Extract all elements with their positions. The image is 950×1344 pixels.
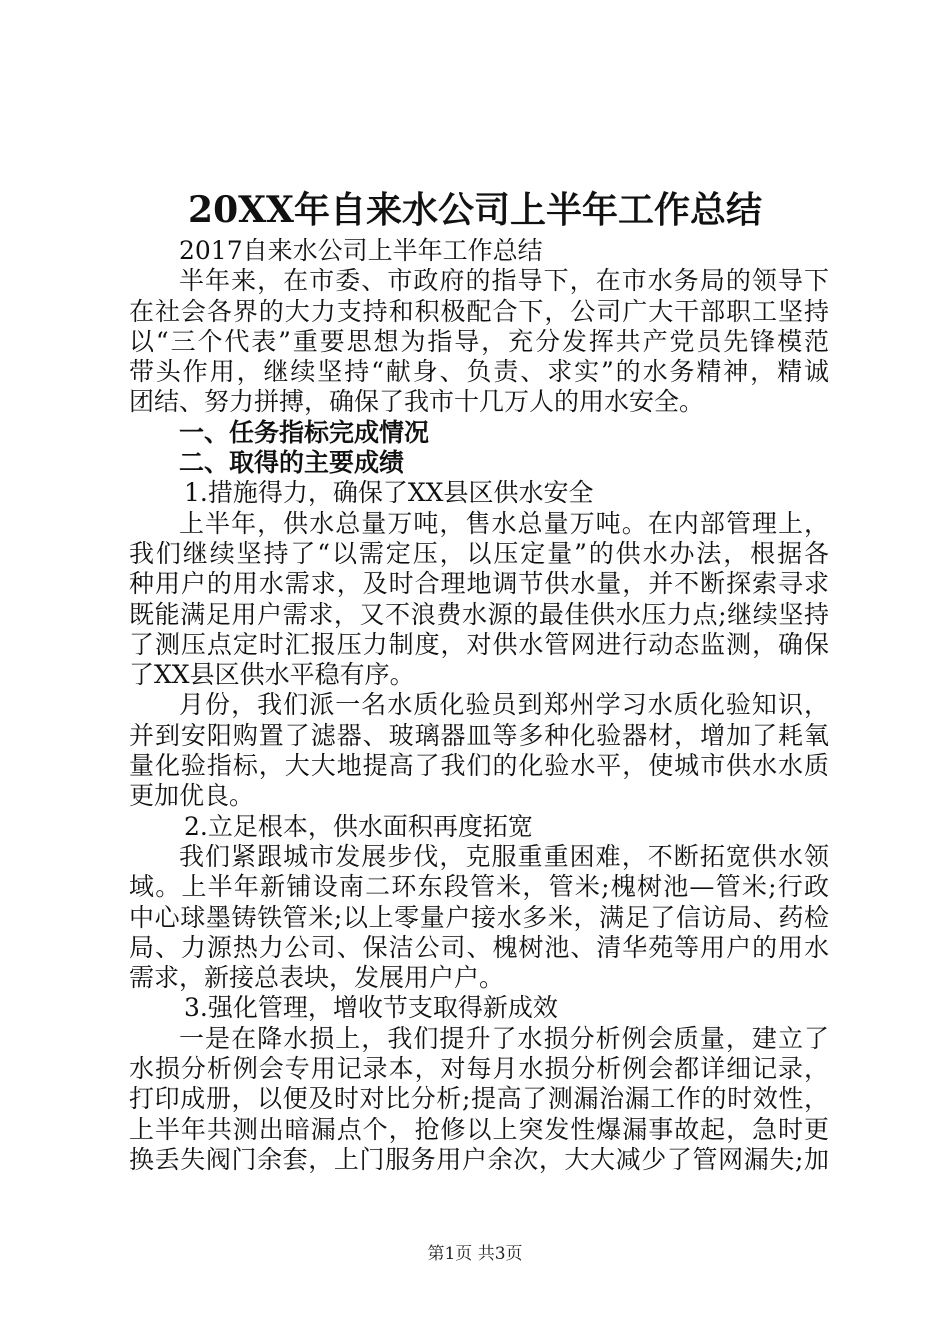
paragraph-line: 种用户的用水需求，及时合理地调节供水量，并不断探索寻求 <box>129 569 829 599</box>
document-title: 20XX年自来水公司上半年工作总结 <box>188 189 762 231</box>
paragraph-line: 中心球墨铸铁管米;以上零量户接水多米，满足了信访局、药检 <box>129 902 829 932</box>
paragraph-line: 以“三个代表”重要思想为指导，充分发挥共产党员先锋模范 <box>129 326 829 356</box>
section-heading: 二、取得的主要成绩 <box>179 448 405 478</box>
subsection-heading: 2.立足根本，供水面积再度拓宽 <box>184 811 533 841</box>
paragraph-line: 水损分析例会专用记录本，对每月水损分析例会都详细记录， <box>129 1054 829 1084</box>
paragraph-line: 团结、努力拼搏，确保了我市十几万人的用水安全。 <box>129 387 705 417</box>
paragraph-line: 了XX县区供水平稳有序。 <box>129 660 415 690</box>
paragraph-line: 打印成册，以便及时对比分析;提高了测漏治漏工作的时效性， <box>129 1084 829 1114</box>
paragraph-line: 我们紧跟城市发展步伐，克服重重困难，不断拓宽供水领 <box>179 841 829 871</box>
paragraph-line: 换丢失阀门余套，上门服务用户余次，大大减少了管网漏失;加 <box>129 1144 829 1174</box>
document-body <box>129 236 829 1175</box>
paragraph-line: 既能满足用户需求，又不浪费水源的最佳供水压力点;继续坚持 <box>129 599 829 629</box>
paragraph-line: 了测压点定时汇报压力制度，对供水管网进行动态监测，确保 <box>129 629 829 659</box>
paragraph-line: 需求，新接总表块，发展用户户。 <box>129 963 505 993</box>
paragraph-line: 局、力源热力公司、保洁公司、槐树池、清华苑等用户的用水 <box>129 932 829 962</box>
section-heading: 一、任务指标完成情况 <box>179 417 430 447</box>
paragraph-line: 一是在降水损上，我们提升了水损分析例会质量，建立了 <box>179 1023 829 1053</box>
paragraph-line: 量化验指标，大大地提高了我们的化验水平，使城市供水水质 <box>129 751 829 781</box>
paragraph-line: 我们继续坚持了“以需定压，以压定量”的供水办法，根据各 <box>129 538 829 568</box>
paragraph-line: 更加优良。 <box>129 781 255 811</box>
subsection-heading: 1.措施得力，确保了XX县区供水安全 <box>184 478 594 508</box>
paragraph-line: 半年来，在市委、市政府的指导下，在市水务局的领导下 <box>179 266 829 296</box>
paragraph-line: 域。上半年新铺设南二环东段管米，管米;槐树池—管米;行政 <box>129 872 829 902</box>
page-footer: 第1页 共3页 <box>427 1244 523 1264</box>
paragraph-line: 上半年共测出暗漏点个，抢修以上突发性爆漏事故起，急时更 <box>129 1114 829 1144</box>
paragraph-line: 在社会各界的大力支持和积极配合下，公司广大干部职工坚持 <box>129 296 829 326</box>
paragraph-line: 上半年，供水总量万吨，售水总量万吨。在内部管理上， <box>179 508 829 538</box>
subsection-heading: 3.强化管理，增收节支取得新成效 <box>184 993 558 1023</box>
paragraph-line: 并到安阳购置了滤器、玻璃器皿等多种化验器材，增加了耗氧 <box>129 720 829 750</box>
paragraph-line: 带头作用，继续坚持“献身、负责、求实”的水务精神，精诚 <box>129 357 829 387</box>
subtitle-line: 2017自来水公司上半年工作总结 <box>179 236 543 265</box>
paragraph-line: 月份，我们派一名水质化验员到郑州学习水质化验知识， <box>179 690 829 720</box>
